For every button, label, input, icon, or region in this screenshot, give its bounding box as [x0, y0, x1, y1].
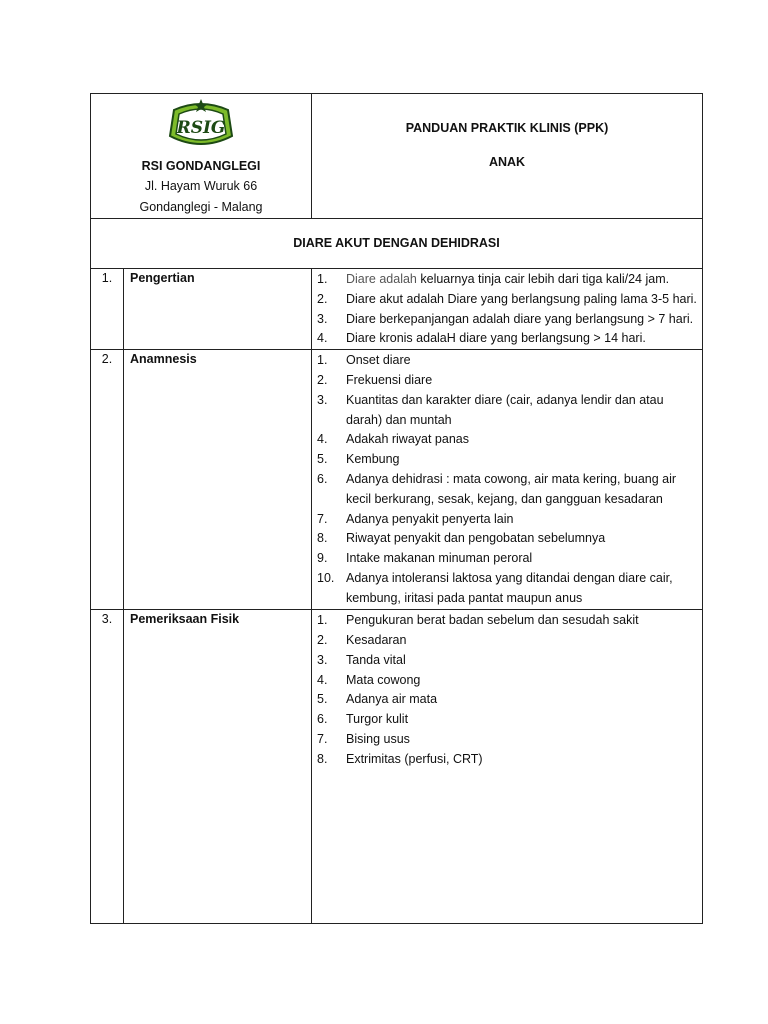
section-label: Pengertian — [124, 269, 312, 350]
list-item: 7. Adanya penyakit penyerta lain — [317, 511, 514, 526]
list-item: 10. Adanya intoleransi laktosa yang ditandai dengan diare cair, kembung, iritasi pada pantat maupun anus — [317, 570, 673, 605]
ppk-subtitle: ANAK — [488, 155, 526, 169]
item-list — [312, 611, 698, 769]
ppk-title: PANDUAN PRAKTIK KLINIS (PPK) — [405, 121, 609, 135]
list-item: 4. Adakah riwayat panas — [317, 432, 469, 447]
header-row — [91, 94, 703, 219]
list-item: 9. Intake makanan minuman peroral — [317, 551, 533, 566]
section-body — [312, 269, 703, 350]
doc-title: DIARE AKUT DENGAN DEHIDRASI — [91, 219, 703, 269]
section-label: Anamnesis — [124, 350, 312, 610]
section-row-pemeriksaan-fisik — [91, 610, 703, 924]
header-org-cell — [91, 94, 312, 219]
section-body — [312, 350, 703, 610]
list-item: 8. Riwayat penyakit dan pengobatan sebelumnya — [317, 531, 606, 546]
svg-text:RSIG: RSIG — [176, 118, 226, 138]
list-item: 7. Bising usus — [317, 731, 410, 746]
doc-title-row — [91, 219, 703, 269]
item-list — [312, 351, 698, 608]
list-item: 6. Adanya dehidrasi : mata cowong, air mata kering, buang air kecil berkurang, sesak, kejang, dan gangguan kesadaran — [317, 471, 677, 506]
section-body — [312, 610, 703, 924]
list-item: 4. Mata cowong — [317, 672, 421, 687]
list-item: 3. Kuantitas dan karakter diare (cair, adanya lendir dan atau darah) dan muntah — [317, 392, 664, 427]
list-item: 1. Diare adalah keluarnya tinja cair lebih dari tiga kali/24 jam. — [317, 272, 670, 286]
org-name: RSI GONDANGLEGI — [141, 159, 261, 173]
section-row-pengertian — [91, 269, 703, 350]
section-number: 1. — [91, 269, 124, 350]
list-item: 4. Diare kronis adalaH diare yang berlangsung > 14 hari. — [317, 331, 646, 346]
org-address-line1: Jl. Hayam Wuruk 66 — [144, 179, 258, 193]
list-item: 6. Turgor kulit — [317, 712, 409, 727]
list-item: 3. Diare berkepanjangan adalah diare yang berlangsung > 7 hari. — [317, 311, 694, 326]
list-item: 1. Pengukuran berat badan sebelum dan sesudah sakit — [317, 613, 639, 628]
section-number: 3. — [91, 610, 124, 924]
list-item: 5. Adanya air mata — [317, 692, 438, 707]
section-label: Pemeriksaan Fisik — [124, 610, 312, 924]
ppk-document-table — [90, 93, 703, 924]
hospital-logo — [91, 94, 311, 154]
list-item: 3. Tanda vital — [317, 652, 406, 667]
org-address-line2: Gondanglegi - Malang — [139, 200, 263, 214]
list-item: 8. Extrimitas (perfusi, CRT) — [317, 751, 483, 766]
list-item: 2. Diare akut adalah Diare yang berlangsung paling lama 3-5 hari. — [317, 291, 697, 306]
list-item: 2. Frekuensi diare — [317, 372, 433, 387]
section-row-anamnesis — [91, 350, 703, 610]
section-number: 2. — [91, 350, 124, 610]
list-item: 1. Onset diare — [317, 353, 411, 368]
list-item: 5. Kembung — [317, 452, 400, 467]
item-list — [312, 270, 698, 349]
hospital-logo-icon — [166, 96, 236, 154]
list-item: 2. Kesadaran — [317, 632, 407, 647]
header-title-cell — [312, 94, 703, 219]
